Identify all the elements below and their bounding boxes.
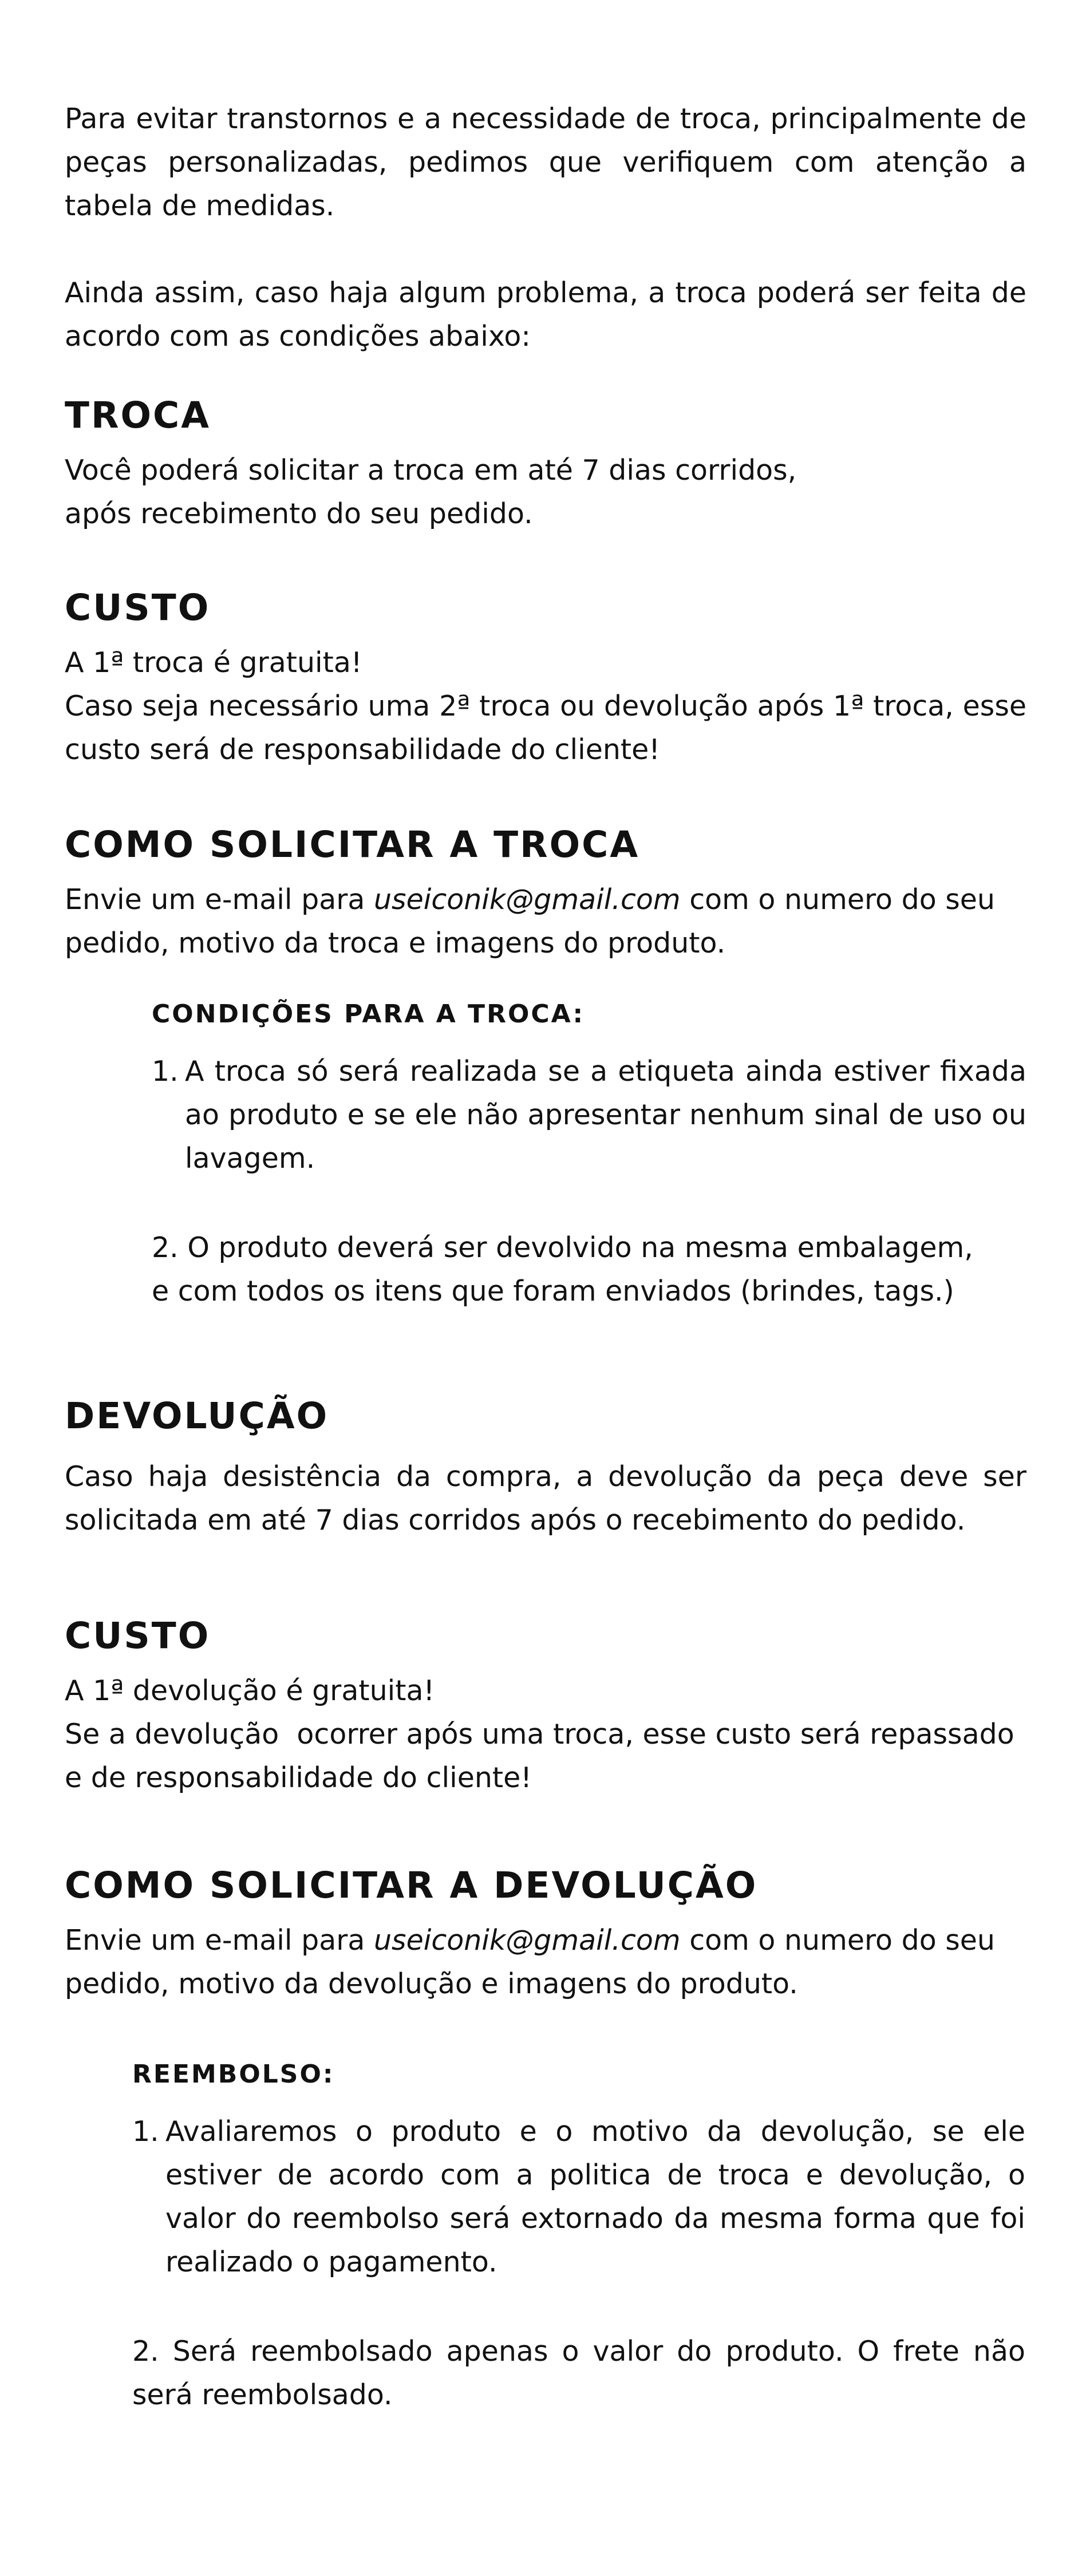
reembolso-heading: REEMBOLSO: [132,2060,335,2089]
devolucao-heading: DEVOLUÇÃO [65,1395,329,1437]
custo-troca-text [65,641,1026,772]
condicoes-item-2-line-1: 2. O produto deverá ser devolvido na mesma embalagem, [152,1231,973,1264]
devolucao-paragraph: Caso haja desistência da compra, a devolução da peça deve ser solicitada em até 7 dias corridos após o recebimento do pedido. [65,1460,1026,1536]
custo-troca-line-1: A 1ª troca é gratuita! [65,646,362,679]
intro-text-2: Ainda assim, caso haja algum problema, a troca poderá ser feita de acordo com as condições abaixo: [65,276,1026,353]
custo-troca-line-2: Caso seja necessário uma 2ª troca ou devolução após 1ª troca, esse custo será de responsabilidade do cliente! [65,690,1026,766]
reembolso-item-2 [132,2330,1025,2417]
condicoes-list [152,1050,1026,1180]
troca-line-1: Você poderá solicitar a troca em até 7 dias corridos, [65,454,797,487]
condicoes-item-2-line-2: e com todos os itens que foram enviados (brindes, tags.) [152,1275,954,1307]
como-troca-paragraph [65,878,1026,965]
list-item-text: A troca só será realizada se a etiqueta ainda estiver fixada ao produto e se ele não apresentar nenhum sinal de uso ou lavagem. [185,1055,1026,1175]
intro-text-1: Para evitar transtornos e a necessidade de troca, principalmente de peças personalizadas, pedimos que verifiquem com atenção a tabela de medidas. [65,102,1026,222]
email-link[interactable]: useiconik@gmail.com [373,1924,681,1957]
intro-paragraph-1 [65,97,1026,228]
como-troca-heading: COMO SOLICITAR A TROCA [65,824,640,866]
list-item [132,2110,1025,2284]
custo-devolucao-line-2: Se a devolução ocorrer após uma troca, esse custo será repassado [65,1718,1014,1751]
como-devolucao-text-before: Envie um e-mail para [65,1924,374,1957]
custo-devolucao-line-3: e de responsabilidade do cliente! [65,1761,532,1794]
custo-devolucao-text [65,1669,1061,1800]
como-devolucao-text-after: com o numero do seu pedido, motivo da devolução e imagens do produto. [65,1924,995,2000]
como-troca-text-before: Envie um e-mail para [65,883,374,916]
como-troca-text-after: com o numero do seu pedido, motivo da troca e imagens do produto. [65,883,995,959]
reembolso-list [132,2110,1025,2284]
troca-heading: TROCA [65,394,211,436]
list-item-number: 1. [152,1055,179,1088]
email-link[interactable]: useiconik@gmail.com [373,883,681,916]
como-troca-text [65,878,1026,965]
troca-line-2: após recebimento do seu pedido. [65,497,533,530]
como-devolucao-text [65,1919,1026,2006]
reembolso-item-2-text: 2. Será reembolsado apenas o valor do produto. O frete não será reembolsado. [132,2335,1025,2411]
intro-paragraph-2 [65,271,1026,358]
condicoes-item-2 [152,1226,1026,1313]
custo-devolucao-line-1: A 1ª devolução é gratuita! [65,1674,435,1707]
list-item-number: 1. [132,2115,159,2148]
como-devolucao-heading: COMO SOLICITAR A DEVOLUÇÃO [65,1864,758,1906]
custo-devolucao-heading: CUSTO [65,1615,211,1657]
como-devolucao-paragraph [65,1919,1026,2006]
custo-troca-heading: CUSTO [65,587,211,629]
condicoes-heading: CONDIÇÕES PARA A TROCA: [152,999,585,1029]
list-item-text: Avaliaremos o produto e o motivo da devolução, se ele estiver de acordo com a politica de troca e devolução, o valor do reembolso será extornado da mesma forma que foi realizado o pagamento. [165,2115,1025,2278]
devolucao-text [65,1455,1026,1542]
list-item [152,1050,1026,1180]
troca-text [65,449,1026,536]
